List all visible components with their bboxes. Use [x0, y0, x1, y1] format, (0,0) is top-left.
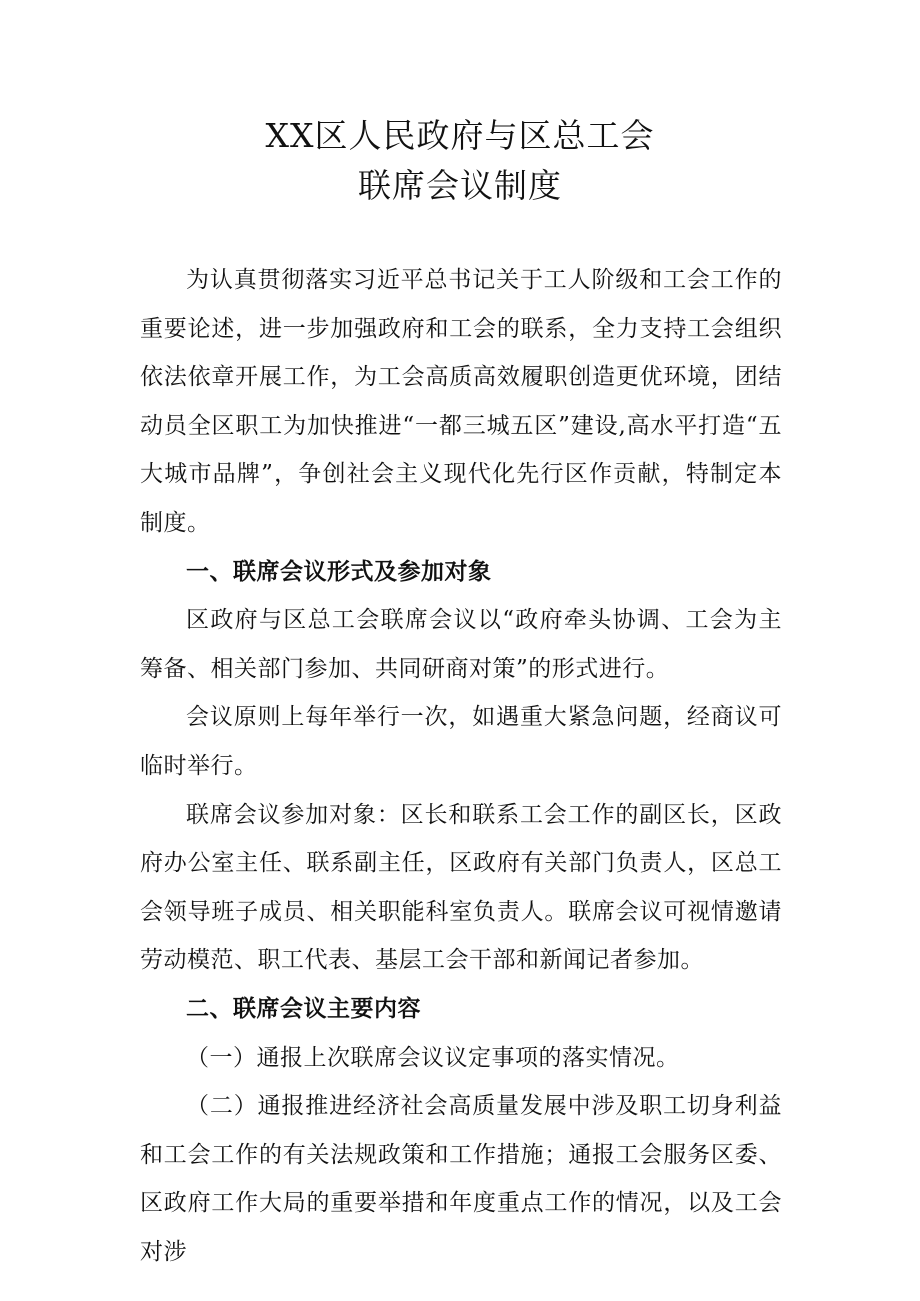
- section-1-paragraph-3: 联席会议参加对象：区长和联系工会工作的副区长，区政府办公室主任、联系副主任，区政府有关部门负责人，区总工会领导班子成员、相关职能科室负责人。联席会议可视情邀请劳动模范、职工代表、基层工会干部和新闻记者参加。: [140, 801, 782, 974]
- section-2-item-1: （一）通报上次联席会议议定事项的落实情况。: [186, 1044, 680, 1071]
- document-title-line-2: 联席会议制度: [358, 166, 562, 205]
- section-1-paragraph-2: 会议原则上每年举行一次，如遇重大紧急问题，经商议可临时举行。: [140, 704, 782, 779]
- section-2-item-2: （二）通报推进经济社会高质量发展中涉及职工切身利益和工会工作的有关法规政策和工作措施；通报工会服务区委、区政府工作大局的重要举措和年度重点工作的情况，以及工会对涉: [140, 1093, 782, 1265]
- section-2-heading: 二、联席会议主要内容: [186, 995, 421, 1022]
- section-1-paragraph-1: 区政府与区总工会联席会议以“政府牵头协调、工会为主筹备、相关部门参加、共同研商对策”的形式进行。: [140, 607, 782, 682]
- document-body: [140, 256, 782, 1276]
- document-title-line-1: XX区人民政府与区总工会: [265, 116, 655, 155]
- section-1-heading: 一、联席会议形式及参加对象: [186, 558, 492, 585]
- intro-paragraph: 为认真贯彻落实习近平总书记关于工人阶级和工会工作的重要论述，进一步加强政府和工会的联系，全力支持工会组织依法依章开展工作，为工会高质高效履职创造更优环境，团结动员全区职工为加快推进“一都三城五区”建设,高水平打造“五大城市品牌”，争创社会主义现代化先行区作贡献，特制定本制度。: [140, 267, 782, 536]
